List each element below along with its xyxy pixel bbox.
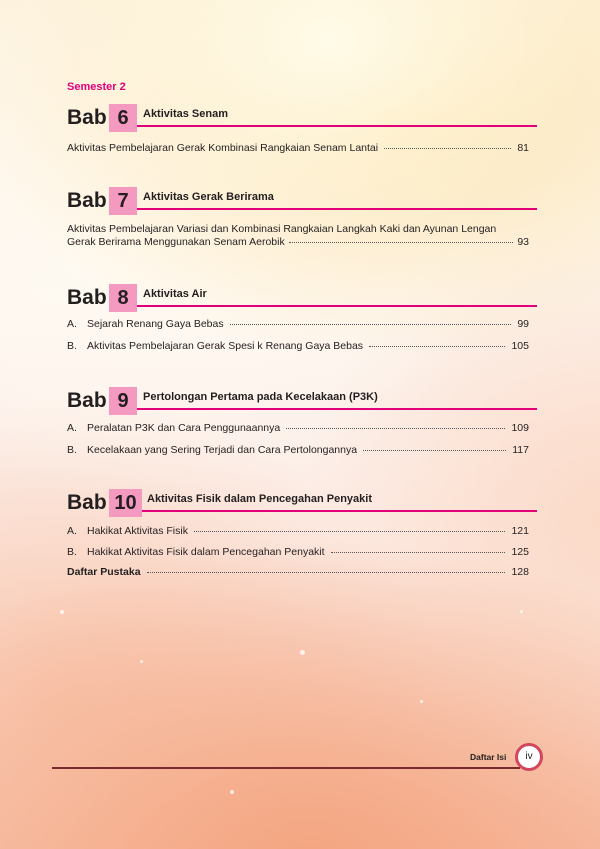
background-sparkle <box>520 610 523 613</box>
chapter-number: 10 <box>109 489 142 517</box>
chapter-rule <box>137 305 537 307</box>
dot-leader <box>286 428 505 429</box>
toc-entry-letter: A. <box>67 525 77 537</box>
toc-entry[interactable] <box>67 546 529 558</box>
toc-entry[interactable] <box>67 422 529 434</box>
background-sparkle <box>140 660 143 663</box>
toc-entry-text: Daftar Pustaka <box>67 566 141 578</box>
dot-leader <box>194 531 506 532</box>
dot-leader <box>230 324 512 325</box>
chapter-title: Aktivitas Senam <box>143 108 228 120</box>
background-sparkle <box>60 610 64 614</box>
toc-entry-text: Kecelakaan yang Sering Terjadi dan Cara Pertolongannya <box>87 444 358 456</box>
toc-entry[interactable] <box>67 236 529 248</box>
toc-entry-page: 81 <box>517 142 529 154</box>
chapter-number: 7 <box>109 187 137 215</box>
chapter-number: 6 <box>109 104 137 132</box>
toc-entry[interactable] <box>67 340 529 352</box>
footer-label: Daftar Isi <box>470 752 507 762</box>
chapter-number: 8 <box>109 284 137 312</box>
toc-entry[interactable] <box>67 525 529 537</box>
toc-entry-letter: B. <box>67 340 77 352</box>
chapter-rule <box>137 408 537 410</box>
dot-leader <box>331 552 506 553</box>
dot-leader <box>363 450 506 451</box>
chapter-title: Aktivitas Fisik dalam Pencegahan Penyakit <box>147 493 372 505</box>
toc-entry-page: 105 <box>511 340 529 352</box>
bab-label: Bab <box>67 106 107 129</box>
bab-label: Bab <box>67 491 107 514</box>
dot-leader <box>369 346 505 347</box>
toc-entry-line1[interactable]: Aktivitas Pembelajaran Variasi dan Kombinasi Rangkaian Langkah Kaki dan Ayunan Lengan <box>67 223 497 235</box>
toc-entry-text: Peralatan P3K dan Cara Penggunaannya <box>87 422 281 434</box>
page-number-badge: iv <box>515 743 543 771</box>
semester-heading: Semester 2 <box>67 81 126 93</box>
bibliography-entry[interactable] <box>67 566 529 578</box>
dot-leader <box>289 242 514 243</box>
toc-entry[interactable] <box>67 444 529 456</box>
toc-entry-letter: B. <box>67 546 77 558</box>
toc-entry-text: Hakikat Aktivitas Fisik <box>87 525 188 537</box>
toc-entry-text: Hakikat Aktivitas Fisik dalam Pencegahan Penyakit <box>87 546 325 558</box>
toc-entry-page: 128 <box>511 566 529 578</box>
toc-entry-page: 99 <box>517 318 529 330</box>
bab-label: Bab <box>67 286 107 309</box>
chapter-title: Aktivitas Air <box>143 288 207 300</box>
background-sparkle <box>420 700 423 703</box>
toc-entry-letter: A. <box>67 422 77 434</box>
toc-entry-text: Gerak Berirama Menggunakan Senam Aerobik <box>67 236 285 248</box>
toc-entry-letter: B. <box>67 444 77 456</box>
chapter-title: Pertolongan Pertama pada Kecelakaan (P3K) <box>143 391 378 403</box>
toc-entry-text: Sejarah Renang Gaya Bebas <box>87 318 224 330</box>
chapter-rule <box>137 208 537 210</box>
background-sparkle <box>230 790 234 794</box>
chapter-title: Aktivitas Gerak Berirama <box>143 191 274 203</box>
bab-label: Bab <box>67 189 107 212</box>
toc-entry-page: 93 <box>517 236 529 248</box>
toc-entry-page: 117 <box>512 444 529 456</box>
footer-rule <box>52 767 520 769</box>
toc-entry-page: 125 <box>511 546 529 558</box>
bab-label: Bab <box>67 389 107 412</box>
toc-entry[interactable] <box>67 142 529 154</box>
toc-entry-page: 109 <box>511 422 529 434</box>
toc-entry-text: Aktivitas Pembelajaran Gerak Spesi k Renang Gaya Bebas <box>87 340 364 352</box>
chapter-number: 9 <box>109 387 137 415</box>
dot-leader <box>147 572 506 573</box>
chapter-rule <box>137 125 537 127</box>
dot-leader <box>384 148 511 149</box>
toc-entry-text: Aktivitas Pembelajaran Gerak Kombinasi Rangkaian Senam Lantai <box>67 142 379 154</box>
chapter-rule <box>142 510 537 512</box>
toc-entry-letter: A. <box>67 318 77 330</box>
toc-entry[interactable] <box>67 318 529 330</box>
background-sparkle <box>300 650 305 655</box>
toc-entry-page: 121 <box>511 525 529 537</box>
